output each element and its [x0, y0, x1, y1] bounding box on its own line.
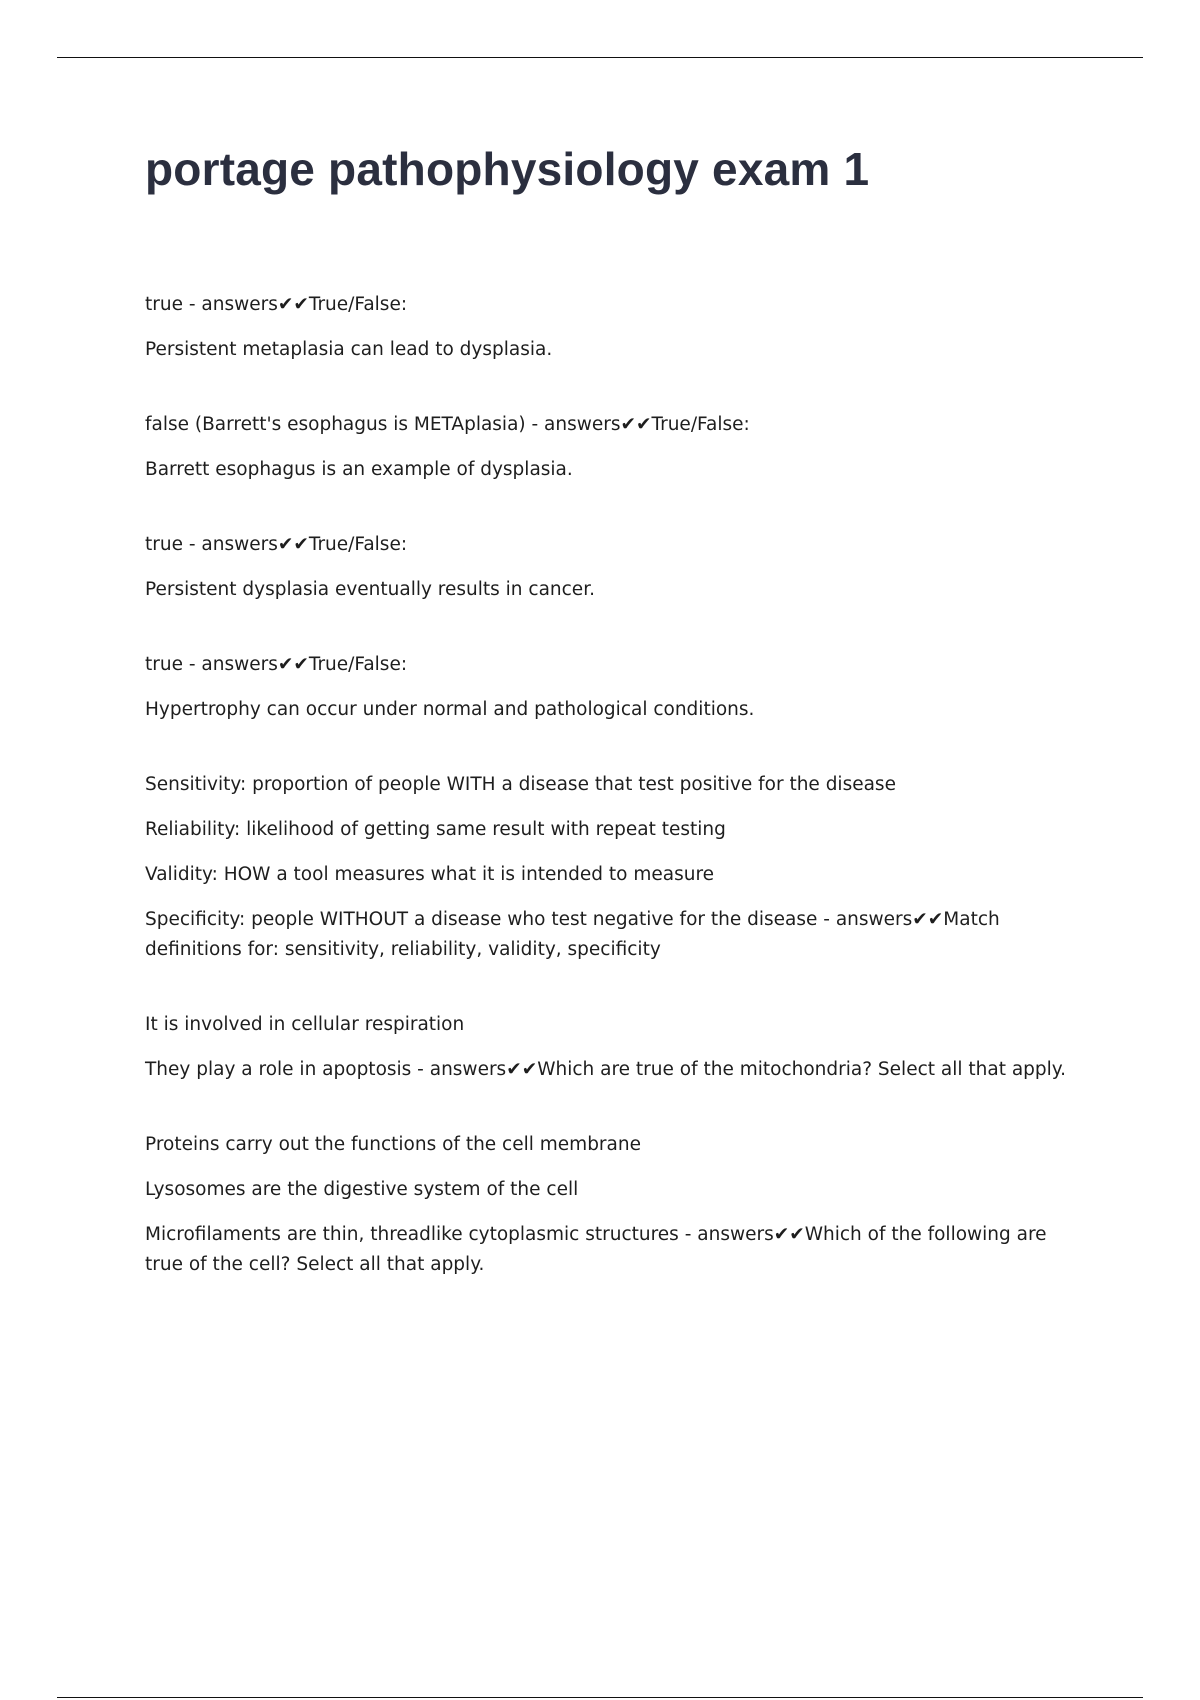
definition-line: Sensitivity: proportion of people WITH a disease that test positive for the disease: [145, 774, 896, 795]
qa-item: [145, 1010, 1090, 1085]
header-rule: [57, 57, 1143, 58]
question-line: Persistent metaplasia can lead to dysplasia.: [145, 339, 553, 360]
question-line: Barrett esophagus is an example of dysplasia.: [145, 459, 573, 480]
question-line: They play a role in apoptosis - answers✔✔Which are true of the mitochondria? Select all that apply.: [145, 1059, 1066, 1080]
document-body: [145, 290, 1090, 1325]
qa-item: [145, 1130, 1090, 1280]
answer-line: Proteins carry out the functions of the cell membrane: [145, 1134, 641, 1155]
answer-line: true - answers✔✔True/False:: [145, 654, 408, 675]
qa-item: [145, 650, 1090, 725]
question-line: Hypertrophy can occur under normal and pathological conditions.: [145, 699, 755, 720]
definition-line: Reliability: likelihood of getting same result with repeat testing: [145, 819, 726, 840]
qa-item: [145, 410, 1090, 485]
footer-rule: [57, 1697, 1143, 1698]
qa-item: [145, 290, 1090, 365]
question-line: Microfilaments are thin, threadlike cytoplasmic structures - answers✔✔Which of the following are true of the cell? Select all that apply.: [145, 1224, 1047, 1275]
answer-line: true - answers✔✔True/False:: [145, 294, 408, 315]
answer-line: It is involved in cellular respiration: [145, 1014, 465, 1035]
qa-item: [145, 770, 1090, 965]
question-line: Persistent dysplasia eventually results in cancer.: [145, 579, 595, 600]
document-title: portage pathophysiology exam 1: [145, 143, 870, 195]
question-line: Specificity: people WITHOUT a disease who test negative for the disease - answers✔✔Match definitions for: sensitivity, reliability, validity, specificity: [145, 909, 1000, 960]
answer-line: false (Barrett's esophagus is METAplasia) - answers✔✔True/False:: [145, 414, 750, 435]
qa-item: [145, 530, 1090, 605]
answer-line: true - answers✔✔True/False:: [145, 534, 408, 555]
answer-line: Lysosomes are the digestive system of the cell: [145, 1179, 579, 1200]
definition-line: Validity: HOW a tool measures what it is intended to measure: [145, 864, 715, 885]
